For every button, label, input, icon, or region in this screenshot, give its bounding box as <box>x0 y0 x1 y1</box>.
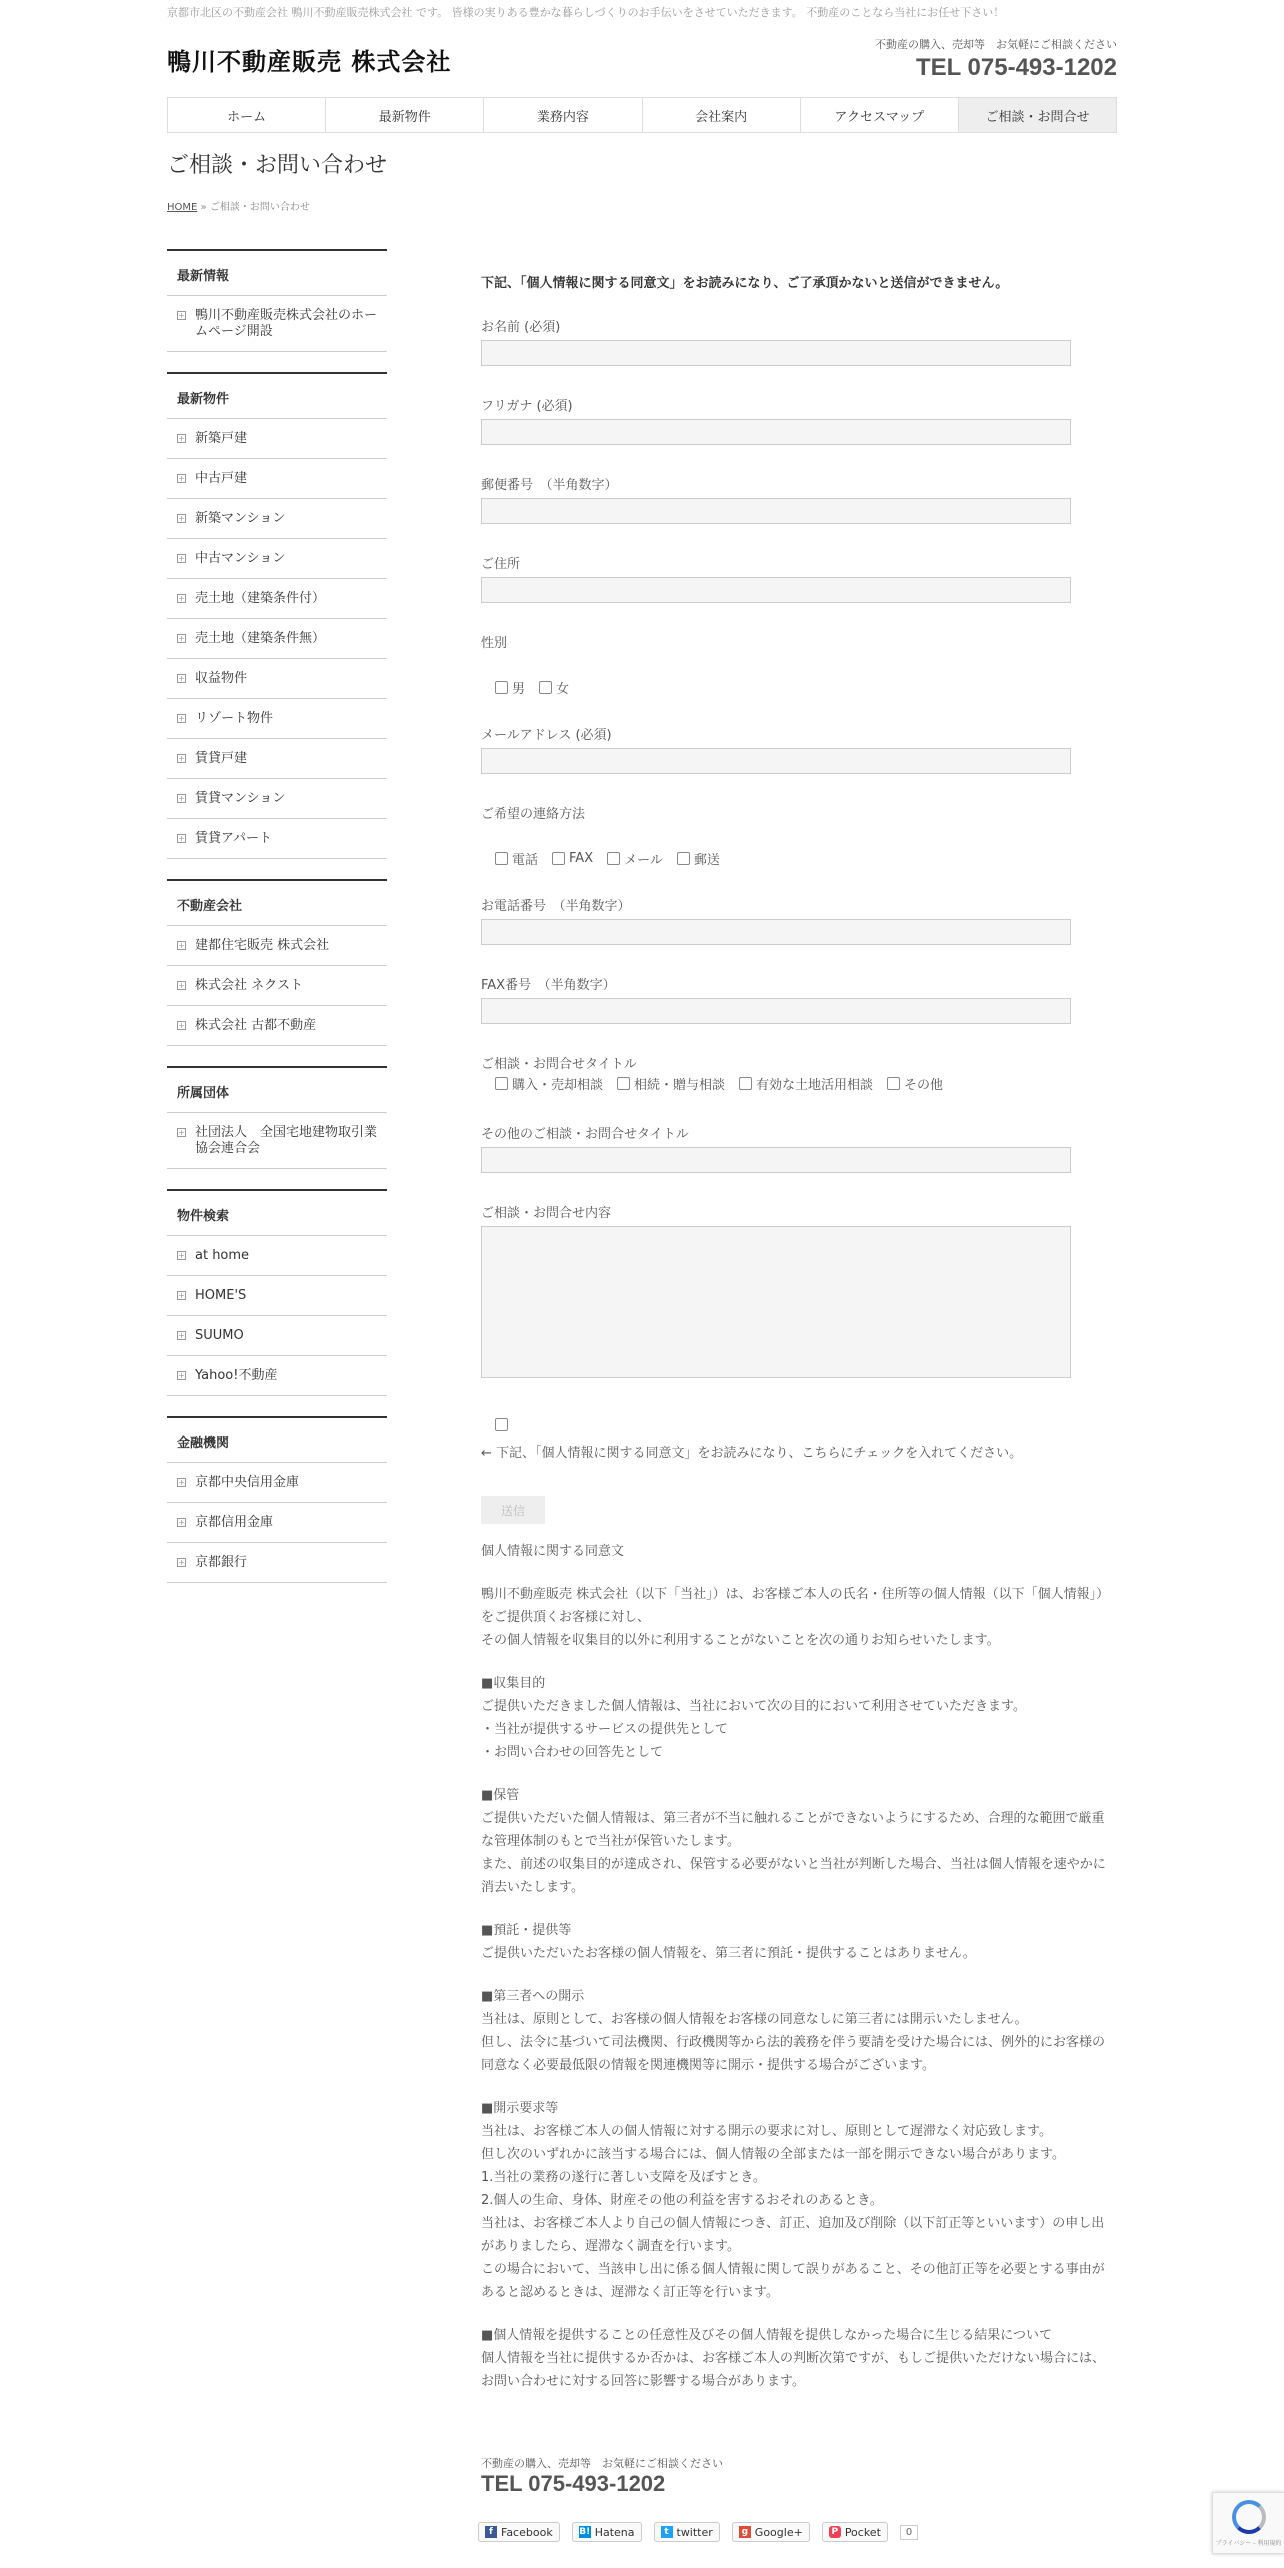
recaptcha-text: プライバシー - 利用規約 <box>1215 2539 1282 2547</box>
contact-method-options <box>495 849 728 868</box>
sidebar-link[interactable] <box>167 926 387 966</box>
contact-method-fax-checkbox[interactable] <box>552 852 565 865</box>
subject-option-other[interactable] <box>887 1074 943 1093</box>
sidebar-link[interactable] <box>167 779 387 819</box>
contact-method-mail[interactable] <box>677 849 720 868</box>
sidebar-link[interactable] <box>167 459 387 499</box>
policy-title: 個人情報に関する同意文 <box>481 1544 625 1559</box>
share-facebook-button[interactable] <box>478 2522 560 2542</box>
plus-box-icon: + <box>178 1518 185 1527</box>
sidebar-link[interactable] <box>167 1236 387 1276</box>
header-contact-sub: 不動産の購入、売却等 お気軽にご相談ください <box>875 38 1117 51</box>
sidebar-link[interactable] <box>167 739 387 779</box>
recaptcha-badge[interactable] <box>1212 2492 1284 2554</box>
sidebar-link-label: 京都銀行 <box>195 1555 248 1570</box>
policy-paragraph: 鴨川不動産販売 株式会社（以下「当社」）は、お客様ご本人の氏名・住所等の個人情報（以下「個人情報」）をご提供頂くお客様に対し、 その個人情報を収集目的以外に利用することがないことを次の通りお知らせいたします。 <box>481 1587 1110 1648</box>
submit-button[interactable]: 送信 <box>481 1496 545 1524</box>
plus-box-icon: + <box>178 1558 185 1567</box>
subject-other-text: その他 <box>904 1078 944 1093</box>
plus-box-icon: + <box>178 754 185 763</box>
sidebar-link-label: 売土地（建築条件付） <box>195 591 326 606</box>
plus-box-icon: + <box>178 834 185 843</box>
sidebar-block <box>167 249 387 352</box>
global-nav <box>167 97 1117 133</box>
header-contact <box>875 36 1117 82</box>
share-hatena-button[interactable] <box>572 2522 642 2542</box>
sidebar-link-label: 株式会社 古都不動産 <box>195 1018 317 1033</box>
plus-box-icon: + <box>178 1331 185 1340</box>
sidebar-link-label: 中古マンション <box>195 551 286 566</box>
sidebar-link-label: 収益物件 <box>195 671 248 686</box>
contact-method-phone[interactable] <box>495 849 538 868</box>
plus-box-icon: + <box>178 794 185 803</box>
zip-input[interactable] <box>481 498 1071 524</box>
header-tel: TEL 075-493-1202 <box>915 54 1117 81</box>
agree-checkbox[interactable] <box>495 1418 508 1431</box>
subject-other-checkbox[interactable] <box>887 1077 900 1090</box>
sidebar-link-label: 建都住宅販売 株式会社 <box>195 938 330 953</box>
plus-box-icon: + <box>178 1291 185 1300</box>
policy-paragraph: ■開示要求等 当社は、お客様ご本人の個人情報に対する開示の要求に対し、原則として遅滞なく対応致します。 但し次のいずれかに該当する場合には、個人情報の全部または一部を開示できない場合があります。 1.当社の業務の遂行に著しい支障を及ぼすとき。 2.個人の生命、身体、財産その他の利益を害するおそれのあるとき。 当社は、お客様ご本人より自己の個人情報につき、訂正、追加及び削除（以下訂正等といいます）の申し出がありましたら、遅滞なく調査を行います。 この場合において、当該申し出に係る個人情報に関して誤りがあること、その他訂正等を必要とする事由があると認めるときは、遅滞なく訂正等を行います。 <box>481 2101 1105 2300</box>
sidebar-link-label: 新築マンション <box>195 511 286 526</box>
sidebar-link-label: 京都信用金庫 <box>195 1515 274 1530</box>
nav-access-map[interactable]: アクセスマップ <box>801 98 959 132</box>
sidebar-block-title: 金融機関 <box>167 1416 387 1463</box>
sidebar-link[interactable] <box>167 296 387 352</box>
subject-inheritance-text: 相続・贈与相談 <box>634 1078 726 1093</box>
plus-box-icon: + <box>178 1021 185 1030</box>
nav-contact[interactable]: ご相談・お問合せ <box>959 98 1116 132</box>
footer-contact <box>481 2455 723 2497</box>
contact-method-email-checkbox[interactable] <box>607 852 620 865</box>
gender-options <box>495 678 577 697</box>
other-subject-input[interactable] <box>481 1147 1071 1173</box>
phone-label: お電話番号 （半角数字） <box>481 899 631 914</box>
sidebar-link[interactable] <box>167 1503 387 1543</box>
share-facebook-text: Facebook <box>501 2525 553 2539</box>
footer-tel: TEL 075-493-1202 <box>481 2471 666 2496</box>
contact-method-fax-text: FAX <box>569 851 594 866</box>
sidebar-block-title: 物件検索 <box>167 1189 387 1236</box>
share-twitter-text: twitter <box>676 2525 713 2539</box>
plus-box-icon: + <box>178 1478 185 1487</box>
gender-label: 性別 <box>481 636 508 651</box>
share-pocket-button[interactable] <box>822 2522 888 2542</box>
contact-method-fax[interactable] <box>552 851 593 866</box>
sidebar-block <box>167 372 387 859</box>
address-input[interactable] <box>481 577 1071 603</box>
nav-business[interactable]: 業務内容 <box>484 98 642 132</box>
gender-male-checkbox[interactable] <box>495 681 508 694</box>
subject-buy-sell-checkbox[interactable] <box>495 1077 508 1090</box>
sidebar-link[interactable] <box>167 499 387 539</box>
footer-contact-sub: 不動産の購入、売却等 お気軽にご相談ください <box>481 2457 723 2470</box>
contact-method-phone-checkbox[interactable] <box>495 852 508 865</box>
sidebar-link[interactable] <box>167 1463 387 1503</box>
zip-label: 郵便番号 （半角数字） <box>481 478 618 493</box>
share-hatena-text: Hatena <box>594 2525 635 2539</box>
facebook-icon: f <box>485 2526 497 2538</box>
email-label: メールアドレス (必須) <box>481 728 612 743</box>
plus-box-icon: + <box>178 634 185 643</box>
subject-options <box>495 1074 951 1093</box>
sidebar-link-label: 株式会社 ネクスト <box>195 978 304 993</box>
site-logo[interactable]: 鴨川不動産販売 株式会社 <box>167 47 452 76</box>
share-google-text: Google+ <box>754 2525 803 2539</box>
contact-method-email-text: メール <box>624 853 663 868</box>
address-label: ご住所 <box>481 557 521 572</box>
sidebar-link-label: SUUMO <box>195 1328 244 1343</box>
sidebar-block-title: 最新物件 <box>167 372 387 419</box>
sidebar-link[interactable] <box>167 659 387 699</box>
plus-box-icon: + <box>178 514 185 523</box>
gender-female-checkbox[interactable] <box>539 681 552 694</box>
breadcrumb-separator: » <box>200 202 207 213</box>
sidebar-link[interactable] <box>167 539 387 579</box>
gender-option-male[interactable] <box>495 678 525 697</box>
sidebar-link-label: Yahoo!不動産 <box>195 1368 278 1383</box>
email-input[interactable] <box>481 748 1071 774</box>
policy-paragraph: ■保管 ご提供いただいた個人情報は、第三者が不当に触れることができないようにするため、合理的な範囲で厳重な管理体制のもとで当社が保管いたします。 また、前述の収集目的が達成され、保管する必要がないと当社が判断した場合、当社は個人情報を速やかに消去いたします。 <box>481 1788 1106 1895</box>
sidebar-link-label: HOME'S <box>195 1288 247 1303</box>
site-tagline: 京都市北区の不動産会社 鴨川不動産販売株式会社 です。 皆様の実りある豊かな暮らしづくりのお手伝いをさせていただきます。 不動産のことなら当社にお任せ下さい！ <box>167 6 1005 19</box>
contact-method-phone-text: 電話 <box>512 853 539 868</box>
sidebar-link[interactable] <box>167 819 387 859</box>
sidebar-block <box>167 1189 387 1396</box>
share-twitter-button[interactable] <box>654 2522 720 2542</box>
message-label: ご相談・お問合せ内容 <box>481 1206 612 1221</box>
plus-box-icon: + <box>178 1128 185 1137</box>
fax-input[interactable] <box>481 998 1071 1024</box>
subject-option-inheritance[interactable] <box>617 1074 725 1093</box>
sidebar-link[interactable] <box>167 1276 387 1316</box>
subject-land-use-text: 有効な土地活用相談 <box>756 1078 874 1093</box>
sidebar-link[interactable] <box>167 1006 387 1046</box>
sidebar-link-label: 賃貸アパート <box>195 831 272 846</box>
recaptcha-icon <box>1232 2500 1266 2534</box>
share-google-button[interactable] <box>732 2522 810 2542</box>
breadcrumb-current: ご相談・お問い合わせ <box>209 202 310 213</box>
pocket-icon: P <box>829 2526 841 2538</box>
sidebar-link-label: 賃貸マンション <box>195 791 286 806</box>
google-plus-icon: g <box>739 2526 751 2538</box>
subject-land-use-checkbox[interactable] <box>739 1077 752 1090</box>
sidebar-link-label: 新築戸建 <box>195 431 248 446</box>
breadcrumb <box>167 198 310 213</box>
nav-latest-properties[interactable]: 最新物件 <box>326 98 484 132</box>
sidebar-link[interactable] <box>167 1356 387 1396</box>
sidebar-link-label: 社団法人 全国宅地建物取引業協会連合会 <box>195 1125 378 1156</box>
sidebar-link[interactable] <box>167 1543 387 1583</box>
name-label: お名前 (必須) <box>481 320 561 335</box>
sidebar-block <box>167 879 387 1046</box>
kana-label: フリガナ (必須) <box>481 399 573 414</box>
other-subject-label: その他のご相談・お問合せタイトル <box>481 1127 689 1142</box>
plus-box-icon: + <box>178 554 185 563</box>
plus-box-icon: + <box>178 1371 185 1380</box>
subject-option-buy-sell[interactable] <box>495 1074 603 1093</box>
sidebar-block <box>167 1066 387 1169</box>
share-buttons <box>478 2522 918 2542</box>
privacy-policy <box>481 1540 1117 2413</box>
gender-option-female[interactable] <box>539 678 569 697</box>
plus-box-icon: + <box>178 981 185 990</box>
pocket-count: 0 <box>900 2525 918 2540</box>
plus-box-icon: + <box>178 714 185 723</box>
contact-method-email[interactable] <box>607 849 663 868</box>
name-input[interactable] <box>481 340 1071 366</box>
nav-home[interactable]: ホーム <box>168 98 326 132</box>
sidebar-link-label: at home <box>195 1248 250 1263</box>
kana-input[interactable] <box>481 419 1071 445</box>
plus-box-icon: + <box>178 674 185 683</box>
policy-paragraph: ■預託・提供等 ご提供いただいたお客様の個人情報を、第三者に預託・提供することはありません。 <box>481 1923 976 1961</box>
sidebar-link[interactable] <box>167 619 387 659</box>
fax-label: FAX番号 （半角数字） <box>481 978 616 993</box>
subject-inheritance-checkbox[interactable] <box>617 1077 630 1090</box>
message-textarea[interactable] <box>481 1226 1071 1378</box>
sidebar-link[interactable] <box>167 699 387 739</box>
sidebar-link-label: 中古戸建 <box>195 471 248 486</box>
plus-box-icon: + <box>178 474 185 483</box>
agree-text: ← 下記、「個人情報に関する同意文」をお読みになり、こちらにチェックを入れてください。 <box>481 1446 1023 1461</box>
sidebar-link-label: 鴨川不動産販売株式会社のホームページ開設 <box>195 308 378 339</box>
nav-company[interactable]: 会社案内 <box>643 98 801 132</box>
subject-buy-sell-text: 購入・売却相談 <box>512 1078 604 1093</box>
gender-male-text: 男 <box>512 682 526 697</box>
sidebar-link-label: リゾート物件 <box>195 711 274 726</box>
subject-label: ご相談・お問合せタイトル <box>481 1057 637 1072</box>
sidebar-link[interactable] <box>167 1316 387 1356</box>
gender-female-text: 女 <box>556 682 570 697</box>
sidebar-block-title: 不動産会社 <box>167 879 387 926</box>
policy-paragraph: ■収集目的 ご提供いただきました個人情報は、当社において次の目的において利用させていただきます。 ・当社が提供するサービスの提供先として ・お問い合わせの回答先として <box>481 1676 1026 1760</box>
sidebar-link-label: 売土地（建築条件無） <box>195 631 326 646</box>
sidebar-link[interactable] <box>167 579 387 619</box>
sidebar-link-label: 京都中央信用金庫 <box>195 1475 300 1490</box>
form-notice: 下記、「個人情報に関する同意文」をお読みになり、ご了承頂かないと送信ができません。 <box>481 276 1009 291</box>
breadcrumb-home-link[interactable]: HOME <box>167 202 198 213</box>
contact-method-mail-text: 郵送 <box>693 853 720 868</box>
sidebar-block-title: 最新情報 <box>167 249 387 296</box>
policy-paragraph: ■第三者への開示 当社は、原則として、お客様の個人情報をお客様の同意なしに第三者には開示いたしません。 但し、法令に基づいて司法機関、行政機関等から法的義務を伴う要請を受けた場合には、例外的にお客様の同意なく必要最低限の情報を関連機関等に開示・提供する場合がございます。 <box>481 1989 1106 2073</box>
sidebar-link[interactable] <box>167 966 387 1006</box>
plus-box-icon: + <box>178 941 185 950</box>
plus-box-icon: + <box>178 1251 185 1260</box>
plus-box-icon: + <box>178 311 185 320</box>
sidebar-block <box>167 1416 387 1583</box>
sidebar-link[interactable] <box>167 419 387 459</box>
hatena-icon: B! <box>579 2527 591 2537</box>
share-pocket-text: Pocket <box>844 2525 881 2539</box>
subject-option-land-use[interactable] <box>739 1074 873 1093</box>
phone-input[interactable] <box>481 919 1071 945</box>
sidebar-block-title: 所属団体 <box>167 1066 387 1113</box>
sidebar-link[interactable] <box>167 1113 387 1169</box>
twitter-icon: t <box>661 2526 673 2538</box>
contact-method-label: ご希望の連絡方法 <box>481 807 586 822</box>
contact-method-mail-checkbox[interactable] <box>677 852 690 865</box>
policy-paragraph: ■個人情報を提供することの任意性及びその個人情報を提供しなかった場合に生じる結果について 個人情報を当社に提供するか否かは、お客様ご本人の判断次第ですが、もしご提供いただけない場合には、お問い合わせに対する回答に影響する場合があります。 <box>481 2328 1106 2389</box>
plus-box-icon: + <box>178 434 185 443</box>
sidebar-link-label: 賃貸戸建 <box>195 751 248 766</box>
plus-box-icon: + <box>178 594 185 603</box>
sidebar <box>167 249 387 1603</box>
page-title: ご相談・お問い合わせ <box>167 153 388 178</box>
